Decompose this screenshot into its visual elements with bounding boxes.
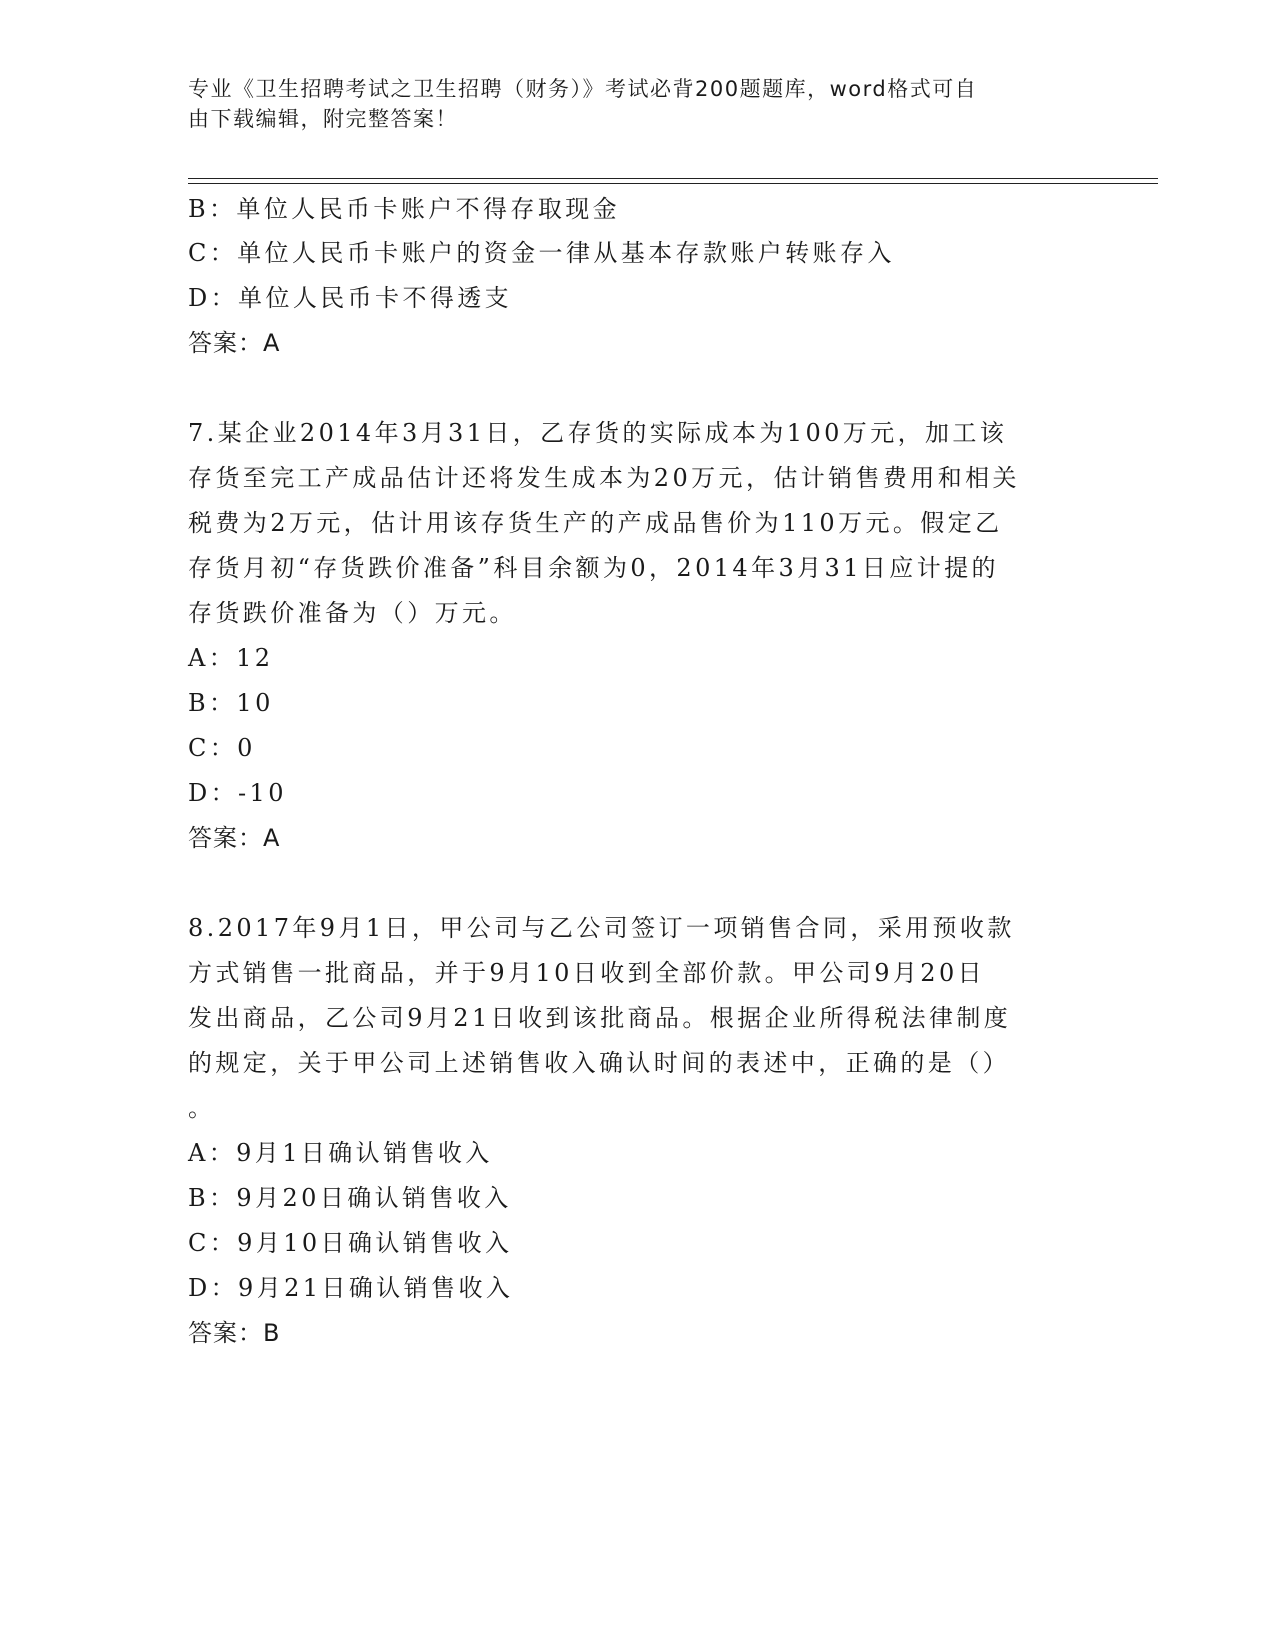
q8-stem-line-4: 的规定，关于甲公司上述销售收入确认时间的表述中，正确的是（） <box>188 1049 1010 1077</box>
q7-option-b: B：10 <box>188 689 274 717</box>
q7-stem-line-1: 7.某企业2014年3月31日，乙存货的实际成本为100万元，加工该 <box>188 419 1008 447</box>
header-divider-top <box>188 178 1158 179</box>
q8-option-b: B：9月20日确认销售收入 <box>188 1184 512 1212</box>
document-header <box>188 74 1088 134</box>
q8-answer: 答案：B <box>188 1319 281 1347</box>
q8-stem-line-5: 。 <box>188 1094 216 1122</box>
q8-stem-line-3: 发出商品，乙公司9月21日收到该批商品。根据企业所得税法律制度 <box>188 1004 1012 1032</box>
q6-option-b: B：单位人民币卡账户不得存取现金 <box>188 195 621 223</box>
q7-stem-line-3: 税费为2万元，估计用该存货生产的产成品售价为110万元。假定乙 <box>188 509 1003 537</box>
q8-option-c: C：9月10日确认销售收入 <box>188 1229 513 1257</box>
q7-option-a: A：12 <box>188 644 274 672</box>
header-divider-bottom <box>188 183 1158 184</box>
q7-option-d: D：-10 <box>188 779 287 807</box>
q7-option-c: C：0 <box>188 734 256 762</box>
q8-option-d: D：9月21日确认销售收入 <box>188 1274 514 1302</box>
q7-stem-line-4: 存货月初“存货跌价准备”科目余额为0，2014年3月31日应计提的 <box>188 554 999 582</box>
header-line-1: 专业《卫生招聘考试之卫生招聘（财务）》考试必背200题题库，word格式可自 <box>188 77 978 101</box>
q6-option-d: D：单位人民币卡不得透支 <box>188 284 513 312</box>
q7-stem-line-5: 存货跌价准备为（）万元。 <box>188 599 517 627</box>
q6-answer: 答案：A <box>188 329 281 357</box>
q8-stem-line-2: 方式销售一批商品，并于9月10日收到全部价款。甲公司9月20日 <box>188 959 986 987</box>
q7-answer: 答案：A <box>188 824 281 852</box>
q6-option-c: C：单位人民币卡账户的资金一律从基本存款账户转账存入 <box>188 239 895 267</box>
q8-stem-line-1: 8.2017年9月1日，甲公司与乙公司签订一项销售合同，采用预收款 <box>188 914 1015 942</box>
q8-option-a: A：9月1日确认销售收入 <box>188 1139 493 1167</box>
q7-stem-line-2: 存货至完工产成品估计还将发生成本为20万元，估计销售费用和相关 <box>188 464 1020 492</box>
header-line-2: 由下载编辑，附完整答案！ <box>188 107 458 131</box>
